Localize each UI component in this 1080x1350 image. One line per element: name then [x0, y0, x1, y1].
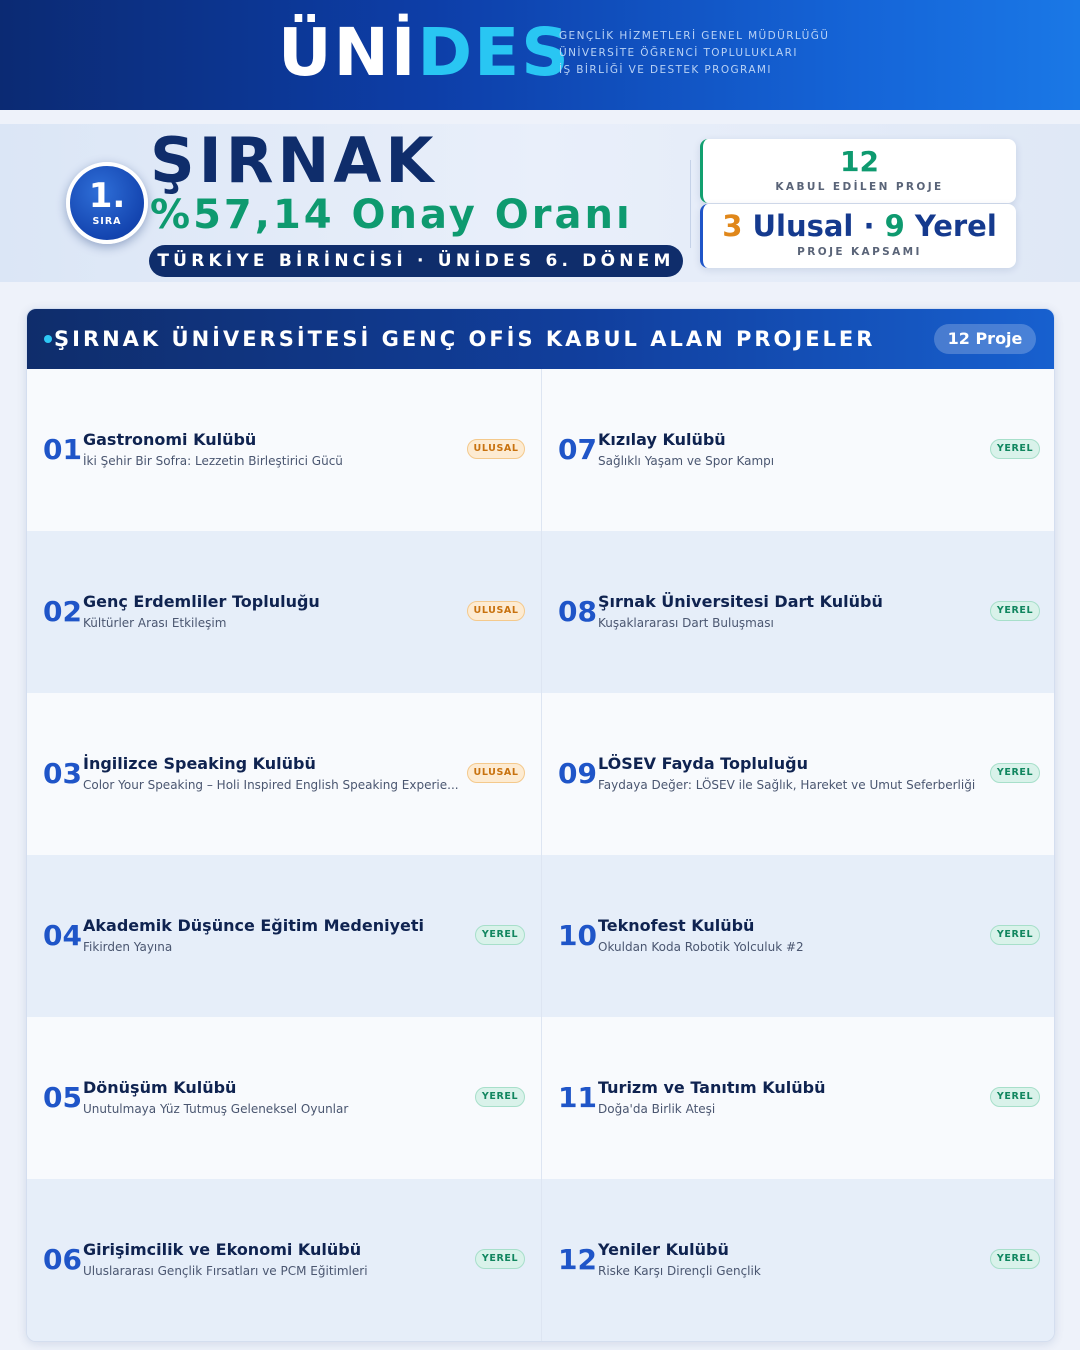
rank-label: SIRA — [92, 216, 122, 227]
projects-grid — [27, 369, 1054, 1342]
project-scope-label: PROJE KAPSAMI — [797, 246, 922, 258]
project-card — [542, 693, 1055, 855]
project-subtitle: Doğa'da Birlik Ateşi — [598, 1102, 716, 1116]
project-subtitle: Color Your Speaking – Holi Inspired English Speaking Experie... — [83, 778, 459, 792]
title-dot-icon — [44, 335, 52, 343]
project-scope-tag: YEREL — [475, 925, 525, 945]
city-title: ŞIRNAK — [150, 124, 438, 197]
project-title: Turizm ve Tanıtım Kulübü — [598, 1078, 826, 1097]
project-card — [27, 369, 541, 531]
project-title: Girişimcilik ve Ekonomi Kulübü — [83, 1240, 362, 1259]
project-scope-card — [700, 204, 1016, 268]
project-subtitle: Riske Karşı Dirençli Gençlik — [598, 1264, 761, 1278]
project-title: Akademik Düşünce Eğitim Medeniyeti — [83, 916, 424, 935]
project-scope-tag: YEREL — [990, 763, 1040, 783]
unides-logo — [278, 8, 571, 98]
project-scope-tag: YEREL — [475, 1087, 525, 1107]
project-scope-tag: YEREL — [475, 1249, 525, 1269]
project-scope-line — [703, 209, 1016, 243]
project-number: 02 — [43, 595, 82, 628]
project-card — [542, 1017, 1055, 1179]
project-subtitle: Faydaya Değer: LÖSEV ile Sağlık, Hareket ve Umut Seferberliği — [598, 778, 976, 792]
national-count: 3 — [722, 209, 743, 243]
project-subtitle: Fikirden Yayına — [83, 940, 173, 954]
accepted-projects-card — [700, 139, 1016, 203]
accepted-projects-value: 12 — [840, 145, 879, 178]
project-scope-tag: YEREL — [990, 1087, 1040, 1107]
project-scope-tag: YEREL — [990, 925, 1040, 945]
project-title: Gastronomi Kulübü — [83, 430, 257, 449]
header-subtitle-line2: ÜNİVERSİTE ÖĞRENCİ TOPLULUKLARI — [559, 47, 798, 59]
project-number: 09 — [558, 757, 597, 790]
project-scope-tag: ULUSAL — [467, 601, 525, 621]
project-number: 07 — [558, 433, 597, 466]
project-title: Teknofest Kulübü — [598, 916, 755, 935]
project-subtitle: İki Şehir Bir Sofra: Lezzetin Birleştirici Gücü — [83, 454, 343, 468]
projects-panel-title: ŞIRNAK ÜNİVERSİTESİ GENÇ OFİS KABUL ALAN PROJELER — [54, 327, 876, 351]
rank-badge — [66, 162, 148, 244]
project-card — [542, 855, 1055, 1017]
project-subtitle: Uluslararası Gençlik Fırsatları ve PCM Eğitimleri — [83, 1264, 368, 1278]
project-subtitle: Kültürler Arası Etkileşim — [83, 616, 227, 630]
project-title: Dönüşüm Kulübü — [83, 1078, 237, 1097]
project-title: Kızılay Kulübü — [598, 430, 726, 449]
project-scope-tag: ULUSAL — [467, 763, 525, 783]
project-title: Şırnak Üniversitesi Dart Kulübü — [598, 592, 883, 611]
approval-rate: %57,14 Onay Oranı — [150, 192, 633, 238]
project-count-badge: 12 Proje — [934, 324, 1036, 354]
project-number: 06 — [43, 1243, 82, 1276]
project-card — [542, 531, 1055, 693]
project-number: 01 — [43, 433, 82, 466]
project-card — [27, 531, 541, 693]
project-title: Genç Erdemliler Topluluğu — [83, 592, 320, 611]
project-subtitle: Sağlıklı Yaşam ve Spor Kampı — [598, 454, 775, 468]
project-number: 08 — [558, 595, 597, 628]
local-label: Yerel — [904, 209, 997, 243]
header-subtitle-line1: GENÇLİK HİZMETLERİ GENEL MÜDÜRLÜĞÜ — [559, 30, 830, 42]
project-card — [27, 1179, 541, 1341]
project-number: 03 — [43, 757, 82, 790]
project-scope-tag: YEREL — [990, 439, 1040, 459]
project-number: 10 — [558, 919, 597, 952]
header-banner — [0, 0, 1080, 110]
ranking-pill: TÜRKİYE BİRİNCİSİ · ÜNİDES 6. DÖNEM — [149, 245, 683, 277]
project-card — [27, 1017, 541, 1179]
rank-number: 1. — [88, 176, 126, 216]
project-scope-tag: YEREL — [990, 1249, 1040, 1269]
logo-text-part1: ÜNİ — [278, 14, 418, 91]
project-number: 11 — [558, 1081, 597, 1114]
hero-divider — [690, 160, 691, 248]
project-number: 04 — [43, 919, 82, 952]
national-label: Ulusal · — [742, 209, 885, 243]
accepted-projects-label: KABUL EDİLEN PROJE — [775, 181, 944, 193]
project-card — [542, 369, 1055, 531]
project-subtitle: Okuldan Koda Robotik Yolculuk #2 — [598, 940, 804, 954]
project-subtitle: Unutulmaya Yüz Tutmuş Geleneksel Oyunlar — [83, 1102, 349, 1116]
project-scope-tag: ULUSAL — [467, 439, 525, 459]
project-title: Yeniler Kulübü — [598, 1240, 729, 1259]
project-scope-tag: YEREL — [990, 601, 1040, 621]
logo-text-part2: DES — [417, 14, 571, 91]
project-number: 12 — [558, 1243, 597, 1276]
project-title: İngilizce Speaking Kulübü — [83, 754, 316, 773]
project-title: LÖSEV Fayda Topluluğu — [598, 754, 809, 773]
project-subtitle: Kuşaklararası Dart Buluşması — [598, 616, 774, 630]
project-card — [27, 855, 541, 1017]
project-card — [542, 1179, 1055, 1341]
project-card — [27, 693, 541, 855]
local-count: 9 — [884, 209, 905, 243]
projects-panel-header — [27, 309, 1054, 369]
header-subtitle-line3: İŞ BİRLİĞİ VE DESTEK PROGRAMI — [559, 64, 772, 76]
project-number: 05 — [43, 1081, 82, 1114]
header-subtitle — [559, 28, 829, 79]
projects-panel — [26, 308, 1055, 1342]
